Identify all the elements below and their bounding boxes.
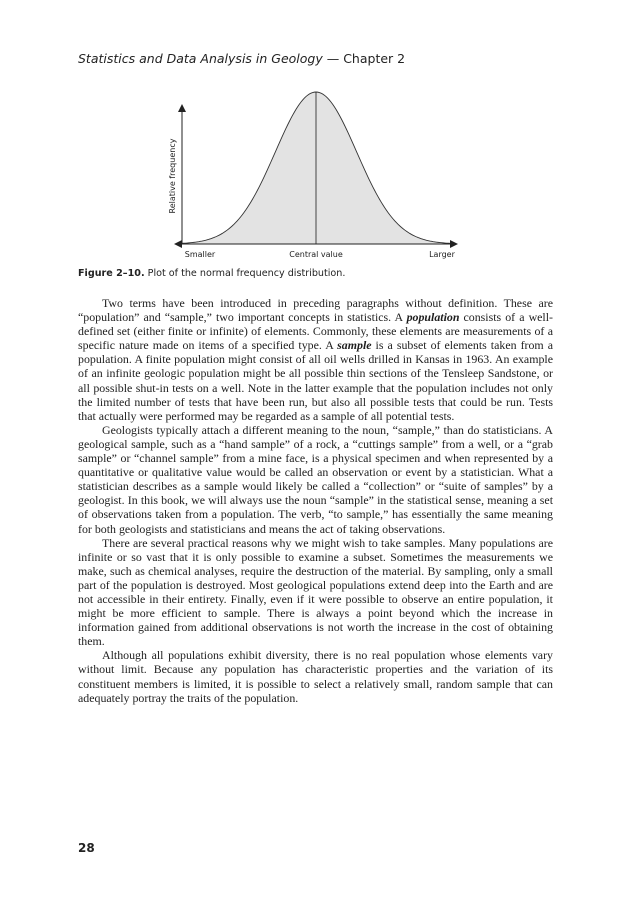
- paragraph-4: Although all populations exhibit diversity, there is no real population whose elements vary without limit. Because any population has characteristic properties and the variation of its constituent members is limited, it is possible to select a relatively small, random sample that can adequately portray the traits of the population.: [78, 648, 553, 705]
- term-sample: sample: [337, 338, 372, 353]
- term-population: population: [406, 310, 460, 325]
- chapter-label: Chapter 2: [343, 51, 406, 66]
- normal-distribution-figure: [150, 84, 480, 264]
- body-text: [78, 296, 553, 705]
- figure-caption: [78, 268, 558, 279]
- paragraph-1-part-c: is a subset of elements taken from a population. A finite population might consist of all oil wells drilled in Kansas in 1963. An example of an infinite geologic population might be all possible thin sections of the Tensleep Sandstone, or all possible shut-in tests on a well. Note in the latter example that the population includes not only the limited number of tests that have been run, but also all possible tests that could be run. Tests that actually were performed may be regarded as a sample of all potential tests.: [78, 338, 553, 423]
- paragraph-1: [78, 296, 553, 423]
- running-header: [78, 51, 558, 66]
- x-tick-label-larger: Larger: [429, 250, 455, 259]
- paragraph-1-part-b: consists of a well-defined set (either finite or infinite) of elements. Commonly, these elements are measurements of a specific nature made on items of a specified type. A: [78, 310, 553, 353]
- figure-label: Figure 2–10.: [78, 268, 145, 279]
- figure-caption-text: Plot of the normal frequency distribution.: [147, 268, 346, 279]
- x-tick-label-smaller: Smaller: [184, 250, 216, 259]
- book-title: Statistics and Data Analysis in Geology: [78, 51, 323, 66]
- paragraph-2: Geologists typically attach a different meaning to the noun, “sample,” than do statisticians. A geological sample, such as a “hand sample” of a rock, a “cuttings sample” from a well, or a “grab sample” or “channel sample” from a mine face, is a physical specimen and when represented by a quantitative or qualitative value would be called an observation or event by a statistician. What a statistician describes as a sample would likely be called a “collection” or “suite of samples” by a geologist. In this book, we will always use the noun “sample” in the statistical sense, meaning a set of observations taken from a population. The verb, “to sample,” has essentially the same meaning for both geologists and statisticians and means the act of taking observations.: [78, 422, 553, 536]
- paragraph-3: There are several practical reasons why we might wish to take samples. Many populations are infinite or so vast that it is only possible to examine a subset. Sometimes the measurements we make, such as chemical analyses, require the destruction of the material. By sampling, only a small part of the population is destroyed. Most geological populations extend deep into the Earth and are not accessible in their entirety. Finally, even if it were possible to observe an entire population, it might be more efficient to sample. There is always a point beyond which the increase in information gained from additional observations is not worth the increase in the cost of obtaining them.: [78, 535, 553, 649]
- x-tick-label-central: Central value: [289, 250, 343, 259]
- header-separator: —: [322, 51, 344, 66]
- page-number: 28: [78, 841, 95, 855]
- paragraph-1-part-a: Two terms have been introduced in preceding paragraphs without definition. These are “population” and “sample,” two important concepts in statistics. A: [78, 296, 553, 325]
- y-axis-label: Relative frequency: [168, 138, 177, 214]
